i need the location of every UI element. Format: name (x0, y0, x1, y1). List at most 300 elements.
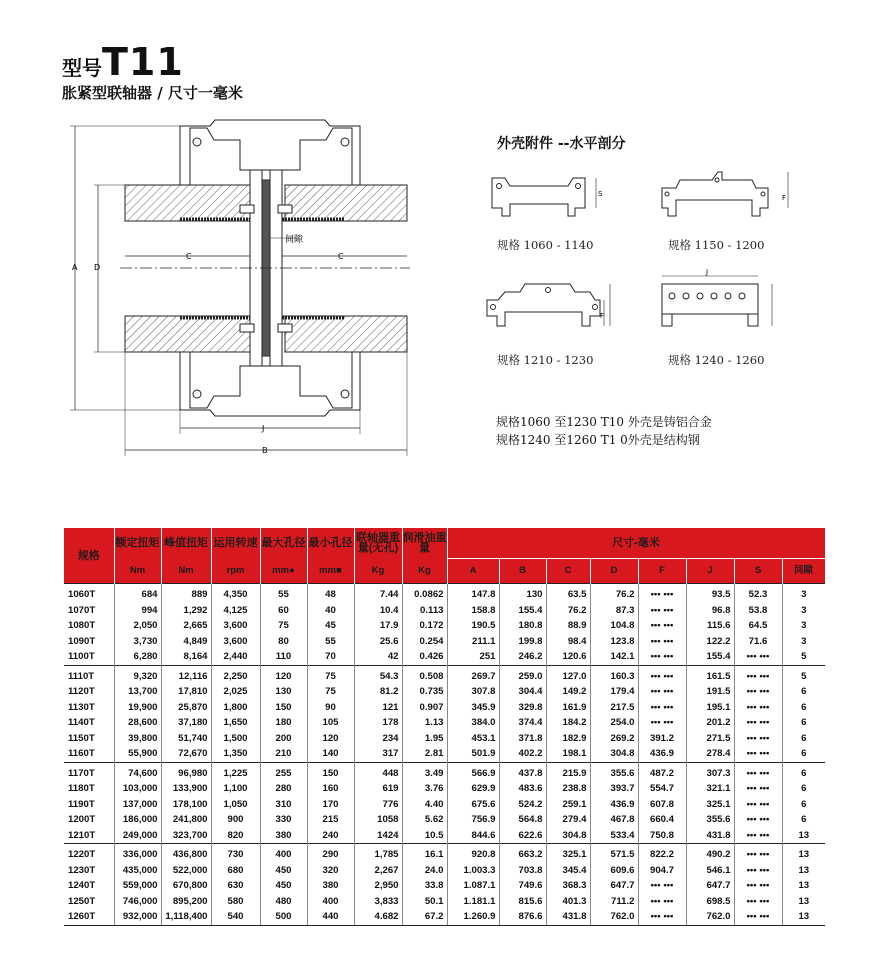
table-cell: 329.8 (499, 700, 546, 716)
table-cell: 307.3 (686, 762, 734, 781)
unit-min-bore: mm■ (307, 559, 354, 584)
table-cell: 450 (260, 878, 307, 894)
table-cell-spec: 1120T (64, 684, 114, 700)
table-cell: 24.0 (402, 863, 447, 879)
table-cell: 178 (354, 715, 402, 731)
table-cell-spec: 1200T (64, 812, 114, 828)
table-cell: 67.2 (402, 909, 447, 925)
table-cell: 87.3 (590, 603, 638, 619)
table-cell: 6 (782, 762, 825, 781)
table-cell: 3,600 (211, 634, 260, 650)
table-cell: ••• ••• (734, 731, 782, 747)
unit-lube: Kg (402, 559, 447, 584)
table-cell: 876.6 (499, 909, 546, 925)
table-row (64, 762, 825, 781)
table-cell: 55 (260, 584, 307, 603)
table-cell: 137,000 (114, 797, 161, 813)
table-cell: 160 (307, 781, 354, 797)
table-cell: ••• ••• (734, 844, 782, 863)
table-cell: 355.6 (686, 812, 734, 828)
table-cell: 238.8 (546, 781, 590, 797)
table-row (64, 634, 825, 650)
table-cell: 1.087.1 (447, 878, 499, 894)
table-cell: 180.8 (499, 618, 546, 634)
table-cell: 246.2 (499, 649, 546, 665)
table-cell: 1.260.9 (447, 909, 499, 925)
table-cell: 900 (211, 812, 260, 828)
dim-label-c-right: C (338, 252, 344, 261)
table-cell: ••• ••• (638, 634, 686, 650)
table-cell: 522,000 (161, 863, 211, 879)
table-cell: 130 (260, 684, 307, 700)
table-cell: 675.6 (447, 797, 499, 813)
table-cell: 325.1 (686, 797, 734, 813)
table-cell: 431.8 (686, 828, 734, 844)
table-cell: 200 (260, 731, 307, 747)
table-cell: 17.9 (354, 618, 402, 634)
table-cell: 304.8 (546, 828, 590, 844)
table-cell: 3 (782, 584, 825, 603)
table-cell: 5 (801, 651, 807, 663)
table-cell: 3.76 (402, 781, 447, 797)
table-cell: 255 (260, 762, 307, 781)
table-cell: 6 (801, 717, 807, 729)
table-cell: 71.6 (734, 634, 782, 650)
table-cell: 1.181.1 (447, 894, 499, 910)
table-cell: 435,000 (114, 863, 161, 879)
table-cell: 54.3 (354, 665, 402, 684)
table-cell: 393.7 (590, 781, 638, 797)
material-note-2: 规格1240 至1260 T1 0外壳是结构钢 (496, 433, 700, 447)
table-cell-spec: 1060T (64, 584, 114, 603)
table-cell: 762.0 (590, 909, 638, 925)
table-cell: 711.2 (590, 894, 638, 910)
table-row (64, 700, 825, 716)
unit-rated-torque: Nm (114, 559, 161, 584)
table-cell: 279.4 (546, 812, 590, 828)
table-cell: 53.8 (734, 603, 782, 619)
table-cell: 3 (801, 620, 807, 632)
dim-col-a: A (447, 559, 499, 584)
table-cell: ••• ••• (734, 797, 782, 813)
table-cell: 2,267 (354, 863, 402, 879)
dim-label-f-3: F (600, 312, 605, 320)
table-cell: 895,200 (161, 894, 211, 910)
table-cell: 684 (114, 584, 161, 603)
table-cell: 323,700 (161, 828, 211, 844)
table-cell: 4,125 (211, 603, 260, 619)
table-cell: 290 (307, 844, 354, 863)
table-cell: 9,320 (114, 665, 161, 684)
table-cell: 647.7 (590, 878, 638, 894)
table-cell: 750.8 (638, 828, 686, 844)
table-row (64, 731, 825, 747)
table-cell: 10.4 (354, 603, 402, 619)
table-cell: 920.8 (447, 844, 499, 863)
table-cell: 149.2 (546, 684, 590, 700)
table-cell: 75 (260, 618, 307, 634)
table-cell: 240 (307, 828, 354, 844)
page-subtitle: 胀紧型联轴器 / 尺寸一毫米 (62, 84, 243, 102)
table-cell: ••• ••• (734, 762, 782, 781)
table-cell: 1,350 (211, 746, 260, 762)
header-dimensions: 尺寸-毫米 (447, 528, 825, 559)
material-note-1: 规格1060 至1230 T10 外壳是铸铝合金 (496, 415, 712, 429)
dim-col-gap: 间隙 (782, 559, 825, 584)
table-cell-spec: 1150T (64, 731, 114, 747)
table-cell: 155.4 (686, 649, 734, 665)
table-cell: 904.7 (638, 863, 686, 879)
table-cell: 13 (798, 895, 810, 907)
table-cell: 33.8 (402, 878, 447, 894)
table-cell: 179.4 (590, 684, 638, 700)
table-cell: 317 (354, 746, 402, 762)
table-cell: 4,849 (161, 634, 211, 650)
table-cell: 130 (499, 584, 546, 603)
table-cell: 380 (260, 828, 307, 844)
table-cell: 436.9 (638, 746, 686, 762)
table-cell: ••• ••• (734, 715, 782, 731)
table-row (64, 909, 825, 925)
table-cell: 663.2 (499, 844, 546, 863)
table-cell: 123.8 (590, 634, 638, 650)
table-cell: 3,600 (211, 618, 260, 634)
table-cell: 1058 (354, 812, 402, 828)
table-row (64, 584, 825, 603)
table-cell: 142.1 (590, 649, 638, 665)
table-cell-spec: 1130T (64, 700, 114, 716)
table-cell-spec: 1070T (64, 603, 114, 619)
table-cell: 391.2 (638, 731, 686, 747)
table-cell: 5 (782, 665, 825, 684)
table-cell: 571.5 (590, 844, 638, 863)
table-cell: 147.8 (447, 584, 499, 603)
table-cell: 619 (354, 781, 402, 797)
table-cell: 81.2 (354, 684, 402, 700)
header-speed: 运用转速 (211, 528, 260, 559)
table-cell: 64.5 (734, 618, 782, 634)
table-cell: 234 (354, 731, 402, 747)
table-cell: ••• ••• (638, 649, 686, 665)
table-cell: 453.1 (447, 731, 499, 747)
table-cell: 42 (354, 649, 402, 665)
table-cell: 564.8 (499, 812, 546, 828)
table-cell: 25,870 (161, 700, 211, 716)
table-cell: 3 (801, 635, 807, 647)
dim-col-f: F (638, 559, 686, 584)
table-cell: 0.426 (402, 649, 447, 665)
table-cell: 121 (354, 700, 402, 716)
table-cell: 932,000 (114, 909, 161, 925)
table-row (64, 649, 825, 665)
table-cell: 1424 (354, 828, 402, 844)
table-cell: 201.2 (686, 715, 734, 731)
table-cell: 467.8 (590, 812, 638, 828)
table-cell: 6 (801, 783, 807, 795)
table-cell: 0.907 (402, 700, 447, 716)
table-cell: 3,730 (114, 634, 161, 650)
table-cell: ••• ••• (734, 812, 782, 828)
table-cell-spec: 1250T (64, 894, 114, 910)
model-code: T11 (102, 40, 184, 84)
table-cell: 487.2 (638, 762, 686, 781)
table-cell: ••• ••• (734, 700, 782, 716)
table-cell: 259.0 (499, 665, 546, 684)
dim-col-c: C (546, 559, 590, 584)
table-cell: 0.0862 (402, 584, 447, 603)
dim-label-j-4: J (706, 268, 709, 276)
table-cell: 756.9 (447, 812, 499, 828)
table-cell: ••• ••• (638, 700, 686, 716)
table-cell: 524.2 (499, 797, 546, 813)
table-cell: 355.6 (590, 762, 638, 781)
spec-label-2: 规格 1150 - 1200 (668, 238, 765, 252)
table-cell: 182.9 (546, 731, 590, 747)
table-cell: 607.8 (638, 797, 686, 813)
table-cell: 198.1 (546, 746, 590, 762)
table-cell: 74,600 (114, 762, 161, 781)
table-cell: 75 (307, 665, 354, 684)
table-cell: 105 (307, 715, 354, 731)
table-cell: 762.0 (686, 909, 734, 925)
table-cell: 13 (798, 829, 810, 841)
table-cell: 580 (211, 894, 260, 910)
table-cell: 161.9 (546, 700, 590, 716)
table-cell: 241,800 (161, 812, 211, 828)
table-cell: 0.113 (402, 603, 447, 619)
table-cell: 1,292 (161, 603, 211, 619)
table-cell: ••• ••• (734, 909, 782, 925)
table-cell: 5.62 (402, 812, 447, 828)
table-cell: 280 (260, 781, 307, 797)
table-cell: 401.3 (546, 894, 590, 910)
table-cell: ••• ••• (638, 878, 686, 894)
table-cell: 150 (260, 700, 307, 716)
table-cell: 703.8 (499, 863, 546, 879)
table-cell-spec: 1110T (64, 665, 114, 684)
table-cell: 48 (307, 584, 354, 603)
dim-label-f-2: F (782, 194, 787, 202)
table-cell-spec: 1210T (64, 828, 114, 844)
table-cell: 4.682 (354, 909, 402, 925)
dim-label-a: A (72, 263, 78, 272)
table-cell: 660.4 (638, 812, 686, 828)
table-cell: 70 (307, 649, 354, 665)
table-row (64, 665, 825, 684)
table-cell: 820 (211, 828, 260, 844)
table-cell: 2,050 (114, 618, 161, 634)
table-row (64, 746, 825, 762)
gap-label: 间隙 (285, 235, 304, 245)
table-cell-spec: 1100T (64, 649, 114, 665)
table-cell: 402.2 (499, 746, 546, 762)
table-cell: 215.9 (546, 762, 590, 781)
table-cell: 55 (307, 634, 354, 650)
table-cell: 889 (161, 584, 211, 603)
table-cell-spec: 1230T (64, 863, 114, 879)
table-cell: 190.5 (447, 618, 499, 634)
table-cell-spec: 1180T (64, 781, 114, 797)
table-cell: 178,100 (161, 797, 211, 813)
dim-col-j: J (686, 559, 734, 584)
table-cell: 1,225 (211, 762, 260, 781)
table-cell: 155.4 (499, 603, 546, 619)
table-cell: ••• ••• (638, 894, 686, 910)
table-cell: 278.4 (686, 746, 734, 762)
table-cell: 436.9 (590, 797, 638, 813)
table-row (64, 797, 825, 813)
table-cell: 195.1 (686, 700, 734, 716)
table-cell: 746,000 (114, 894, 161, 910)
table-cell: 1,650 (211, 715, 260, 731)
table-cell: 776 (354, 797, 402, 813)
table-cell: 180 (260, 715, 307, 731)
table-row (64, 781, 825, 797)
spec-label-1: 规格 1060 - 1140 (497, 238, 594, 252)
table-cell: 98.4 (546, 634, 590, 650)
table-cell: 0.508 (402, 665, 447, 684)
table-cell: 559,000 (114, 878, 161, 894)
table-cell: ••• ••• (638, 584, 686, 603)
table-cell: ••• ••• (734, 781, 782, 797)
table-cell: 40 (307, 603, 354, 619)
table-cell: 368.3 (546, 878, 590, 894)
table-cell: 0.172 (402, 618, 447, 634)
table-cell: 2,665 (161, 618, 211, 634)
table-cell: 431.8 (546, 909, 590, 925)
table-cell: 647.7 (686, 878, 734, 894)
table-cell: 1,785 (354, 844, 402, 863)
spec-label-4: 规格 1240 - 1260 (668, 353, 765, 367)
table-cell: 400 (260, 844, 307, 863)
header-lube: 润滑油重量 (402, 528, 447, 559)
table-cell: 2.81 (402, 746, 447, 762)
table-cell: 55,900 (114, 746, 161, 762)
header-weight: 联轴器重量(无孔) (354, 528, 402, 559)
table-cell: 546.1 (686, 863, 734, 879)
table-cell: 127.0 (546, 665, 590, 684)
table-cell: 13,700 (114, 684, 161, 700)
table-cell: 88.9 (546, 618, 590, 634)
table-cell: 13 (782, 909, 825, 925)
table-cell: 161.5 (686, 665, 734, 684)
dim-label-s-1: S (598, 190, 603, 198)
table-cell: 269.2 (590, 731, 638, 747)
table-cell: 120 (307, 731, 354, 747)
table-cell: ••• ••• (734, 665, 782, 684)
table-cell: 39,800 (114, 731, 161, 747)
table-cell: 0.735 (402, 684, 447, 700)
dim-col-s: S (734, 559, 782, 584)
table-cell: 8,164 (161, 649, 211, 665)
table-row (64, 684, 825, 700)
table-cell: 120.6 (546, 649, 590, 665)
table-cell: 254.0 (590, 715, 638, 731)
table-cell: 269.7 (447, 665, 499, 684)
table-cell: 133,900 (161, 781, 211, 797)
table-cell: 1,100 (211, 781, 260, 797)
table-cell: 50.1 (402, 894, 447, 910)
table-cell: 680 (211, 863, 260, 879)
table-cell: 120 (260, 665, 307, 684)
table-cell: 844.6 (447, 828, 499, 844)
table-cell: 1,050 (211, 797, 260, 813)
table-cell: 1,118,400 (161, 909, 211, 925)
table-cell: 3 (801, 604, 807, 616)
table-row (64, 844, 825, 863)
table-cell: 321.1 (686, 781, 734, 797)
table-cell-spec: 1170T (64, 762, 114, 781)
table-cell: 45 (307, 618, 354, 634)
table-cell: 211.1 (447, 634, 499, 650)
table-cell: 160.3 (590, 665, 638, 684)
table-cell: 437.8 (499, 762, 546, 781)
table-cell: 217.5 (590, 700, 638, 716)
table-cell: 90 (307, 700, 354, 716)
table-cell: 698.5 (686, 894, 734, 910)
table-row (64, 863, 825, 879)
table-cell: 815.6 (499, 894, 546, 910)
table-cell: 249,000 (114, 828, 161, 844)
table-cell: ••• ••• (734, 894, 782, 910)
table-cell: ••• ••• (734, 684, 782, 700)
table-cell: 13 (798, 864, 810, 876)
table-cell: 310 (260, 797, 307, 813)
table-cell: 609.6 (590, 863, 638, 879)
table-cell: 259.1 (546, 797, 590, 813)
dim-col-d: D (590, 559, 638, 584)
table-cell: 622.6 (499, 828, 546, 844)
table-cell: 500 (260, 909, 307, 925)
table-cell: 730 (211, 844, 260, 863)
table-row (64, 894, 825, 910)
table-cell: ••• ••• (734, 863, 782, 879)
table-cell: 52.3 (734, 584, 782, 603)
table-cell: 822.2 (638, 844, 686, 863)
dim-label-j: J (262, 424, 265, 433)
table-cell: ••• ••• (638, 618, 686, 634)
table-cell: 210 (260, 746, 307, 762)
table-cell: 3.49 (402, 762, 447, 781)
table-cell: ••• ••• (734, 878, 782, 894)
table-cell: 670,800 (161, 878, 211, 894)
table-cell: 749.6 (499, 878, 546, 894)
table-cell: 2,950 (354, 878, 402, 894)
table-cell: ••• ••• (638, 715, 686, 731)
dim-label-b: B (262, 446, 268, 455)
table-cell: 6 (801, 798, 807, 810)
table-cell: 371.8 (499, 731, 546, 747)
header-spec: 规格 (64, 528, 114, 584)
table-cell: 2,440 (211, 649, 260, 665)
table-cell: 501.9 (447, 746, 499, 762)
table-cell: 96,980 (161, 762, 211, 781)
table-cell-spec: 1190T (64, 797, 114, 813)
table-cell: 6,280 (114, 649, 161, 665)
table-cell: 533.4 (590, 828, 638, 844)
table-cell: 110 (260, 649, 307, 665)
table-cell: 13 (782, 844, 825, 863)
unit-weight: Kg (354, 559, 402, 584)
table-cell: 184.2 (546, 715, 590, 731)
table-cell: 483.6 (499, 781, 546, 797)
table-cell: 13 (798, 880, 810, 892)
table-cell: 320 (307, 863, 354, 879)
table-cell: 566.9 (447, 762, 499, 781)
table-row (64, 828, 825, 844)
table-cell: 304.4 (499, 684, 546, 700)
table-cell: 16.1 (402, 844, 447, 863)
